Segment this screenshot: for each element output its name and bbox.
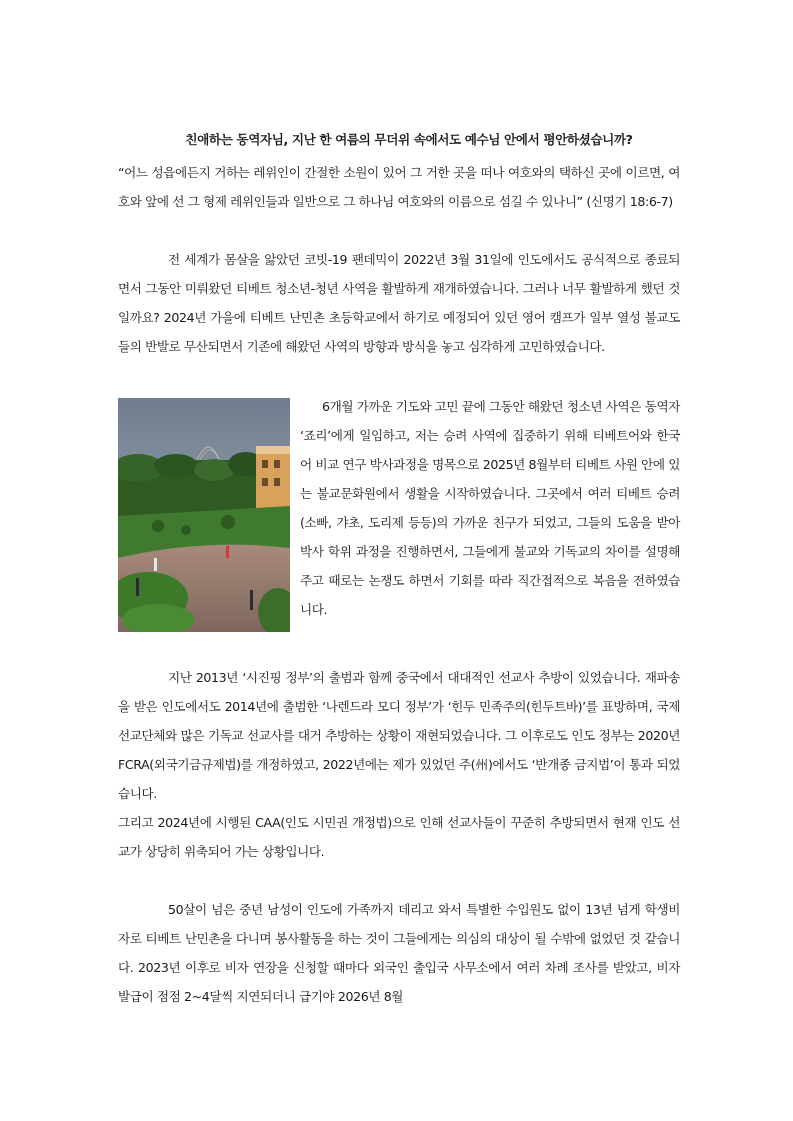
scripture-quote <box>118 158 680 216</box>
paragraph-spacer <box>118 866 680 895</box>
paragraph-2 <box>300 392 680 624</box>
paragraph-3-text: 지난 2013년 ‘시진핑 정부’의 출범과 함께 중국에서 대대적인 선교사 추방이 있었습니다. 재파송을 받은 인도에서도 2014년에 출범한 ‘나렌드라 모디 정부’가 ‘힌두 민족주의(힌두트바)’를 표방하며, 국제 선교단체와 많은 기독교 선교사를 대거 추방하는 상황이 재현되었습니다. 그 이후로도 인도 정부는 2020년 FCRA(외국기금규제법)를 개정하였고, 2022년에는 제가 있었던 주(州)에서도 ‘반개종 금지법’이 통과 되었습니다. <box>118 670 680 801</box>
paragraph-5 <box>118 895 680 1011</box>
paragraph-5-text: 50살이 넘은 중년 남성이 인도에 가족까지 데리고 와서 특별한 수입원도 없이 13년 넘게 학생비자로 티베트 난민촌을 다니며 봉사활동을 하는 것이 그들에게는 의심의 대상이 될 수밖에 없었던 것 같습니다. 2023년 이후로 비자 연장을 신청할 때마다 외국인 출입국 사무소에서 여러 차례 조사를 받았고, 비자 발급이 점점 2~4달씩 지연되더니 급기야 2026년 8월 <box>118 902 680 1004</box>
letter-body <box>118 122 680 1011</box>
paragraph-spacer <box>118 634 680 663</box>
courtyard-photo <box>118 398 290 632</box>
paragraph-1-text: 전 세계가 몸살을 앓았던 코빗-19 팬데믹이 2022년 3월 31일에 인도에서도 공식적으로 종료되면서 그동안 미뤄왔던 티베트 청소년-청년 사역을 활발하게 재개하였습니다. 그러나 너무 활발하게 했던 것일까요? 2024년 가을에 티베트 난민촌 초등학교에서 하기로 예정되어 있던 영어 캠프가 일부 열성 불교도들의 반발로 무산되면서 기존에 해왔던 사역의 방향과 방식을 놓고 심각하게 고민하였습니다. <box>118 252 680 354</box>
paragraph-3 <box>118 663 680 866</box>
paragraph-2-text: 6개월 가까운 기도와 고민 끝에 그동안 해왔던 청소년 사역은 동역자 ‘죠리’에게 일임하고, 저는 승려 사역에 집중하기 위해 티베트어와 한국어 비교 연구 박사과정을 명목으로 2025년 8월부터 티베트 사원 안에 있는 불교문화원에서 생활을 시작하였습니다. 그곳에서 여러 티베트 승려(소빠, 갸초, 도리제 등등)의 가까운 친구가 되었고, 그들의 도움을 받아 박사 학위 과정을 진행하면서, 그들에게 불교와 기독교의 차이를 설명해 주고 때로는 논쟁도 하면서 기회를 따라 직간접적으로 복음을 전하였습니다. <box>300 399 680 617</box>
paragraph-spacer <box>118 361 680 390</box>
paragraph-1 <box>118 245 680 361</box>
scripture-quote-text: “어느 성읍에든지 거하는 레위인이 간절한 소원이 있어 그 거한 곳을 떠나 여호와의 택하신 곳에 이르면, 여호와 앞에 선 그 형제 레위인들과 일반으로 그 하나님 여호와의 이름으로 섬길 수 있나니” (신명기 18:6-7) <box>118 165 680 209</box>
paragraph-spacer <box>118 216 680 245</box>
letter-heading: 친애하는 동역자님, 지난 한 여름의 무더위 속에서도 예수님 안에서 평안하셨습니까? <box>185 132 633 147</box>
photo-and-text-row <box>118 392 680 634</box>
paragraph-4-text: 그리고 2024년에 시행된 CAA(인도 시민권 개정법)으로 인해 선교사들이 꾸준히 추방되면서 현재 인도 선교가 상당히 위축되어 가는 상황입니다. <box>118 815 680 859</box>
